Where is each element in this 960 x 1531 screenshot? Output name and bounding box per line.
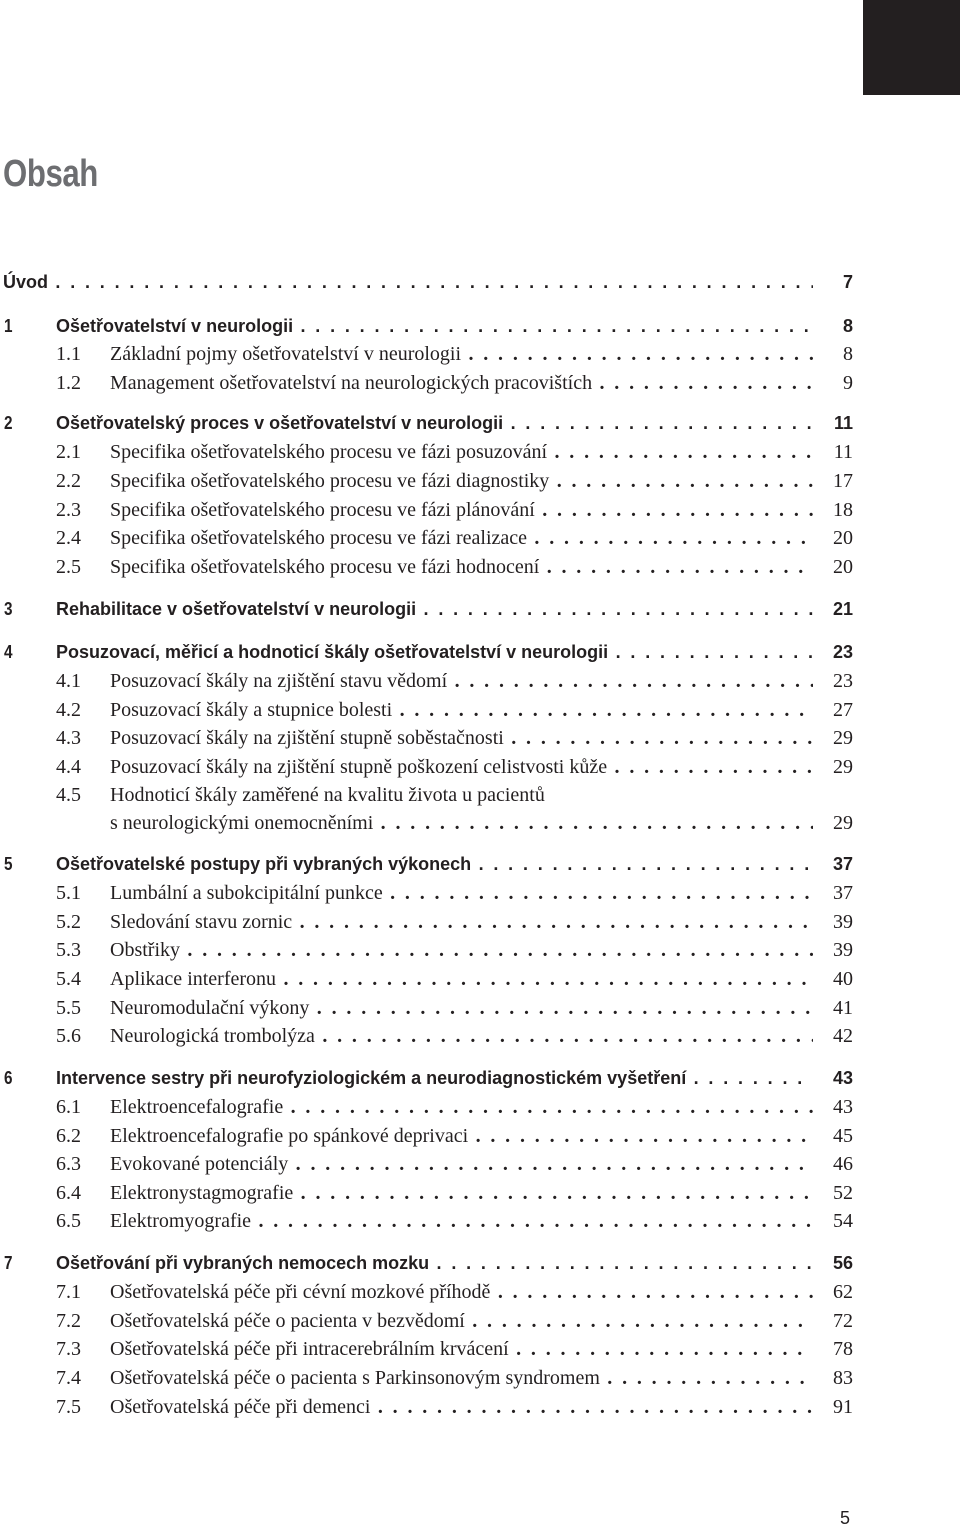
entry-page-number: 17 — [833, 470, 853, 492]
entry-title: Ošetřování při vybraných nemocech mozku . . . — [56, 1249, 813, 1277]
entry-title: Ošetřovatelská péče o pacienta s Parkinsonovým syndromem . . . — [110, 1364, 813, 1392]
entry-page-number: 37 — [833, 882, 853, 904]
toc-section-entry[interactable] — [0, 1278, 853, 1306]
entry-title: Evokované potenciály . . . — [110, 1150, 813, 1178]
entry-number: 4.2 — [56, 699, 81, 721]
toc-section-entry[interactable] — [0, 1150, 853, 1178]
entry-page-number: 8 — [843, 343, 853, 365]
toc-chapter-entry[interactable] — [0, 638, 853, 666]
entry-page-number: 46 — [833, 1153, 853, 1175]
toc-section-entry[interactable] — [0, 1335, 853, 1363]
entry-page-number: 29 — [833, 727, 853, 749]
toc-chapter-entry[interactable] — [0, 268, 853, 296]
entry-title: Ošetřovatelský proces v ošetřovatelství v neurologii . . . — [56, 409, 813, 437]
entry-title: Specifika ošetřovatelského procesu ve fázi realizace . . . — [110, 524, 813, 552]
entry-title: Ošetřovatelské postupy při vybraných výkonech . . . — [56, 850, 813, 878]
entry-page-number: 20 — [833, 556, 853, 578]
entry-title: Specifika ošetřovatelského procesu ve fázi posuzování . . . — [110, 438, 813, 466]
entry-title: Intervence sestry při neurofyziologickém a neurodiagnostickém vyšetření . . . — [56, 1064, 813, 1092]
entry-number: 7.1 — [56, 1281, 81, 1303]
entry-title: Posuzovací škály na zjištění stavu vědomí . . . — [110, 667, 813, 695]
toc-section-entry[interactable] — [0, 553, 853, 581]
entry-page-number: 72 — [833, 1310, 853, 1332]
toc-section-entry[interactable] — [0, 667, 853, 695]
toc-section-entry[interactable] — [0, 724, 853, 752]
entry-page-number: 7 — [842, 272, 853, 292]
entry-title: Posuzovací, měřicí a hodnoticí škály ošetřovatelství v neurologii . . . — [56, 638, 813, 666]
entry-page-number: 62 — [833, 1281, 853, 1303]
entry-number: 4.3 — [56, 727, 81, 749]
entry-page-number: 21 — [832, 599, 853, 619]
entry-page-number: 42 — [833, 1025, 853, 1047]
entry-page-number: 52 — [833, 1182, 853, 1204]
entry-page-number: 45 — [833, 1125, 853, 1147]
entry-number: 7.4 — [56, 1367, 81, 1389]
entry-number: 6.2 — [56, 1125, 81, 1147]
entry-number: 5.6 — [56, 1025, 81, 1047]
entry-number: 7.3 — [56, 1338, 81, 1360]
entry-title: Ošetřovatelská péče při demenci . . . — [110, 1393, 813, 1421]
entry-title: Úvod . . . — [3, 268, 813, 296]
entry-title: Elektroencefalografie po spánkové deprivaci . . . — [110, 1122, 813, 1150]
entry-number: 6.5 — [56, 1210, 81, 1232]
entry-page-number: 29 — [833, 812, 853, 834]
entry-title: Ošetřovatelská péče o pacienta v bezvědomí . . . — [110, 1307, 813, 1335]
entry-title: Ošetřovatelství v neurologii . . . — [56, 312, 813, 340]
toc-section-entry[interactable] — [0, 781, 853, 837]
entry-number: 6.1 — [56, 1096, 81, 1118]
entry-number: 4.1 — [56, 670, 81, 692]
toc-section-entry[interactable] — [0, 340, 853, 368]
entry-title: Obstřiky . . . — [110, 936, 813, 964]
entry-number: 7.2 — [56, 1310, 81, 1332]
toc-chapter-entry[interactable] — [0, 595, 853, 623]
entry-page-number: 11 — [833, 441, 853, 463]
entry-page-number: 27 — [833, 699, 853, 721]
entry-title: Sledování stavu zornic . . . — [110, 908, 813, 936]
entry-number: 6 — [4, 1068, 13, 1088]
toc-section-entry[interactable] — [0, 1207, 853, 1235]
toc-section-entry[interactable] — [0, 936, 853, 964]
toc-section-entry[interactable] — [0, 879, 853, 907]
entry-title: Základní pojmy ošetřovatelství v neurologii . . . — [110, 340, 813, 368]
toc-section-entry[interactable] — [0, 753, 853, 781]
toc-section-entry[interactable] — [0, 1364, 853, 1392]
entry-title: Neurologická trombolýza . . . — [110, 1022, 813, 1050]
toc-section-entry[interactable] — [0, 1179, 853, 1207]
entry-title: Aplikace interferonu . . . — [110, 965, 813, 993]
entry-number: 5.1 — [56, 882, 81, 904]
toc-chapter-entry[interactable] — [0, 850, 853, 878]
entry-number: 2 — [4, 413, 13, 433]
entry-page-number: 41 — [833, 997, 853, 1019]
entry-number: 1 — [4, 316, 13, 336]
entry-title: Lumbální a subokcipitální punkce . . . — [110, 879, 813, 907]
toc-chapter-entry[interactable] — [0, 1064, 853, 1092]
entry-title: Specifika ošetřovatelského procesu ve fázi plánování . . . — [110, 496, 813, 524]
toc-section-entry[interactable] — [0, 1022, 853, 1050]
entry-page-number: 43 — [833, 1096, 853, 1118]
toc-section-entry[interactable] — [0, 1093, 853, 1121]
toc-section-entry[interactable] — [0, 1393, 853, 1421]
entry-number: 5 — [4, 854, 13, 874]
entry-number: 4.5 — [56, 784, 81, 806]
entry-page-number: 54 — [833, 1210, 853, 1232]
entry-page-number: 83 — [833, 1367, 853, 1389]
toc-chapter-entry[interactable] — [0, 409, 853, 437]
toc-section-entry[interactable] — [0, 438, 853, 466]
entry-number: 2.3 — [56, 499, 81, 521]
page-title: Obsah — [3, 153, 98, 195]
entry-title: Specifika ošetřovatelského procesu ve fázi hodnocení . . . — [110, 553, 813, 581]
entry-number: 2.4 — [56, 527, 81, 549]
entry-page-number: 9 — [843, 372, 853, 394]
entry-title: Specifika ošetřovatelského procesu ve fázi diagnostiky . . . — [110, 467, 813, 495]
entry-number: 3 — [4, 599, 13, 619]
entry-number: 7.5 — [56, 1396, 81, 1418]
entry-title: Neuromodulační výkony . . . — [110, 994, 813, 1022]
entry-number: 1.1 — [56, 343, 81, 365]
toc-section-entry[interactable] — [0, 994, 853, 1022]
entry-page-number: 29 — [833, 756, 853, 778]
entry-title-line1: Hodnoticí škály zaměřené na kvalitu života u pacientů — [110, 784, 545, 806]
page-number: 5 — [840, 1508, 851, 1528]
entry-title: s neurologickými onemocněními . . . — [110, 809, 813, 837]
entry-number: 4 — [4, 642, 13, 662]
entry-number: 5.4 — [56, 968, 81, 990]
entry-number: 7 — [4, 1253, 13, 1273]
entry-number: 1.2 — [56, 372, 81, 394]
entry-title: Ošetřovatelská péče při cévní mozkové příhodě . . . — [110, 1278, 813, 1306]
entry-page-number: 37 — [832, 854, 853, 874]
entry-number: 5.3 — [56, 939, 81, 961]
entry-number: 2.5 — [56, 556, 81, 578]
entry-title: Elektromyografie . . . — [110, 1207, 813, 1235]
entry-title: Ošetřovatelská péče při intracerebrálním krvácení . . . — [110, 1335, 813, 1363]
entry-page-number: 78 — [833, 1338, 853, 1360]
toc-section-entry[interactable] — [0, 524, 853, 552]
toc-section-entry[interactable] — [0, 369, 853, 397]
entry-title: Elektroencefalografie . . . — [110, 1093, 813, 1121]
entry-page-number: 18 — [833, 499, 853, 521]
entry-page-number: 23 — [832, 642, 853, 662]
entry-number: 5.5 — [56, 997, 81, 1019]
entry-number: 6.3 — [56, 1153, 81, 1175]
entry-number: 2.1 — [56, 441, 81, 463]
entry-page-number: 39 — [833, 911, 853, 933]
entry-number: 5.2 — [56, 911, 81, 933]
entry-number: 6.4 — [56, 1182, 81, 1204]
entry-title: Posuzovací škály na zjištění stupně poškození celistvosti kůže . . . — [110, 753, 813, 781]
entry-title: Rehabilitace v ošetřovatelství v neurologii . . . — [56, 595, 813, 623]
entry-title: Elektronystagmografie . . . — [110, 1179, 813, 1207]
toc-chapter-entry[interactable] — [0, 1249, 853, 1277]
entry-title: Management ošetřovatelství na neurologických pracovištích . . . — [110, 369, 813, 397]
entry-title: Posuzovací škály na zjištění stupně soběstačnosti . . . — [110, 724, 813, 752]
entry-page-number: 23 — [833, 670, 853, 692]
toc-section-entry[interactable] — [0, 696, 853, 724]
entry-number: 4.4 — [56, 756, 81, 778]
entry-page-number: 40 — [833, 968, 853, 990]
toc-section-entry[interactable] — [0, 908, 853, 936]
entry-page-number: 8 — [842, 316, 853, 336]
toc-chapter-entry[interactable] — [0, 312, 853, 340]
entry-title: Posuzovací škály a stupnice bolesti . . . — [110, 696, 813, 724]
entry-number: 2.2 — [56, 470, 81, 492]
toc-section-entry[interactable] — [0, 965, 853, 993]
toc-section-entry[interactable] — [0, 496, 853, 524]
entry-page-number: 20 — [833, 527, 853, 549]
entry-page-number: 91 — [833, 1396, 853, 1418]
entry-page-number: 43 — [832, 1068, 853, 1088]
entry-page-number: 39 — [833, 939, 853, 961]
toc-section-entry[interactable] — [0, 1122, 853, 1150]
entry-page-number: 11 — [833, 413, 853, 433]
toc-section-entry[interactable] — [0, 1307, 853, 1335]
entry-page-number: 56 — [832, 1253, 853, 1273]
toc-section-entry[interactable] — [0, 467, 853, 495]
